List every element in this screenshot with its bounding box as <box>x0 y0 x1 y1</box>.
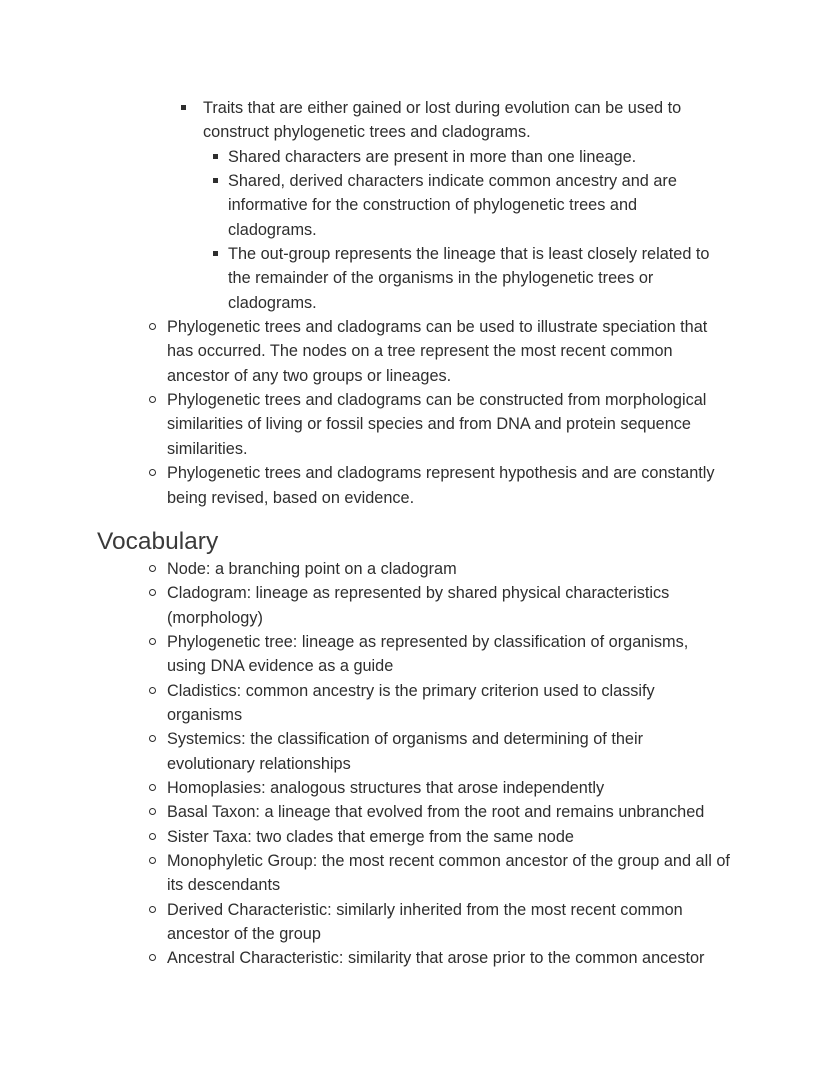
circle-bullet-icon <box>149 687 156 694</box>
circle-bullet-icon <box>149 735 156 742</box>
circle-bullet-icon <box>149 954 156 961</box>
note-text: Phylogenetic trees and cladograms represent hypothesis and are constantly being revised, based on evidence. <box>167 464 715 507</box>
vocab-text: Derived Characteristic: similarly inherited from the most recent common ancestor of the group <box>167 900 683 943</box>
circle-bullet-icon <box>149 589 156 596</box>
vocab-item <box>97 898 730 947</box>
note-item <box>97 461 730 510</box>
vocab-text: Cladistics: common ancestry is the primary criterion used to classify organisms <box>167 681 655 724</box>
note-text: Shared, derived characters indicate common ancestry and are informative for the construction of phylogenetic trees and cladograms. <box>228 172 677 239</box>
circle-bullet-icon <box>149 833 156 840</box>
circle-bullet-icon <box>149 808 156 815</box>
vocab-item <box>97 727 730 776</box>
vocabulary-heading: Vocabulary <box>97 527 219 555</box>
vocab-item <box>97 557 730 581</box>
vocab-item <box>97 776 730 800</box>
note-item <box>97 315 730 388</box>
vocab-item <box>97 849 730 898</box>
vocab-text: Monophyletic Group: the most recent common ancestor of the group and all of its descendants <box>167 851 730 895</box>
vocab-text: Sister Taxa: two clades that emerge from the same node <box>167 827 574 846</box>
vocab-item <box>97 825 730 849</box>
vocab-item <box>97 630 730 679</box>
circle-bullet-icon <box>149 323 156 330</box>
vocab-text: Node: a branching point on a cladogram <box>167 559 457 578</box>
square-bullet-icon <box>213 154 218 159</box>
circle-bullet-icon <box>149 469 156 476</box>
circle-bullet-icon <box>149 784 156 791</box>
vocab-text: Basal Taxon: a lineage that evolved from the root and remains unbranched <box>167 803 705 822</box>
circle-bullet-icon <box>149 638 156 645</box>
vocab-text: Cladogram: lineage as represented by shared physical characteristics (morphology) <box>167 584 670 627</box>
note-text: Shared characters are present in more than one lineage. <box>228 147 637 166</box>
document-content <box>97 96 730 971</box>
circle-bullet-icon <box>149 565 156 572</box>
note-text: Phylogenetic trees and cladograms can be used to illustrate speciation that has occurred. The nodes on a tree represent the most recent common ancestor of any two groups or lineages. <box>167 318 708 385</box>
vocab-item <box>97 679 730 728</box>
vocab-item <box>97 946 730 970</box>
note-item <box>97 242 730 315</box>
vocab-text: Homoplasies: analogous structures that arose independently <box>167 778 605 797</box>
note-text: Traits that are either gained or lost during evolution can be used to construct phylogenetic trees and cladograms. <box>203 99 682 142</box>
vocab-text: Ancestral Characteristic: similarity that arose prior to the common ancestor <box>167 949 705 968</box>
note-item <box>97 388 730 461</box>
vocab-item <box>97 800 730 824</box>
circle-bullet-icon <box>149 906 156 913</box>
vocab-text: Systemics: the classification of organisms and determining of their evolutionary relationships <box>167 730 643 773</box>
note-text: Phylogenetic trees and cladograms can be constructed from morphological similarities of living or fossil species and from DNA and protein sequence similarities. <box>167 391 707 458</box>
note-item <box>97 169 730 242</box>
vocab-item <box>97 581 730 630</box>
square-bullet-icon <box>213 178 218 183</box>
square-bullet-icon <box>213 251 218 256</box>
note-item <box>97 96 730 145</box>
square-bullet-icon <box>181 105 186 110</box>
note-item <box>97 145 730 169</box>
circle-bullet-icon <box>149 857 156 864</box>
circle-bullet-icon <box>149 396 156 403</box>
note-text: The out-group represents the lineage that is least closely related to the remainder of the organisms in the phylogenetic trees or cladograms. <box>228 245 710 312</box>
vocab-text: Phylogenetic tree: lineage as represented by classification of organisms, using DNA evidence as a guide <box>167 632 689 676</box>
